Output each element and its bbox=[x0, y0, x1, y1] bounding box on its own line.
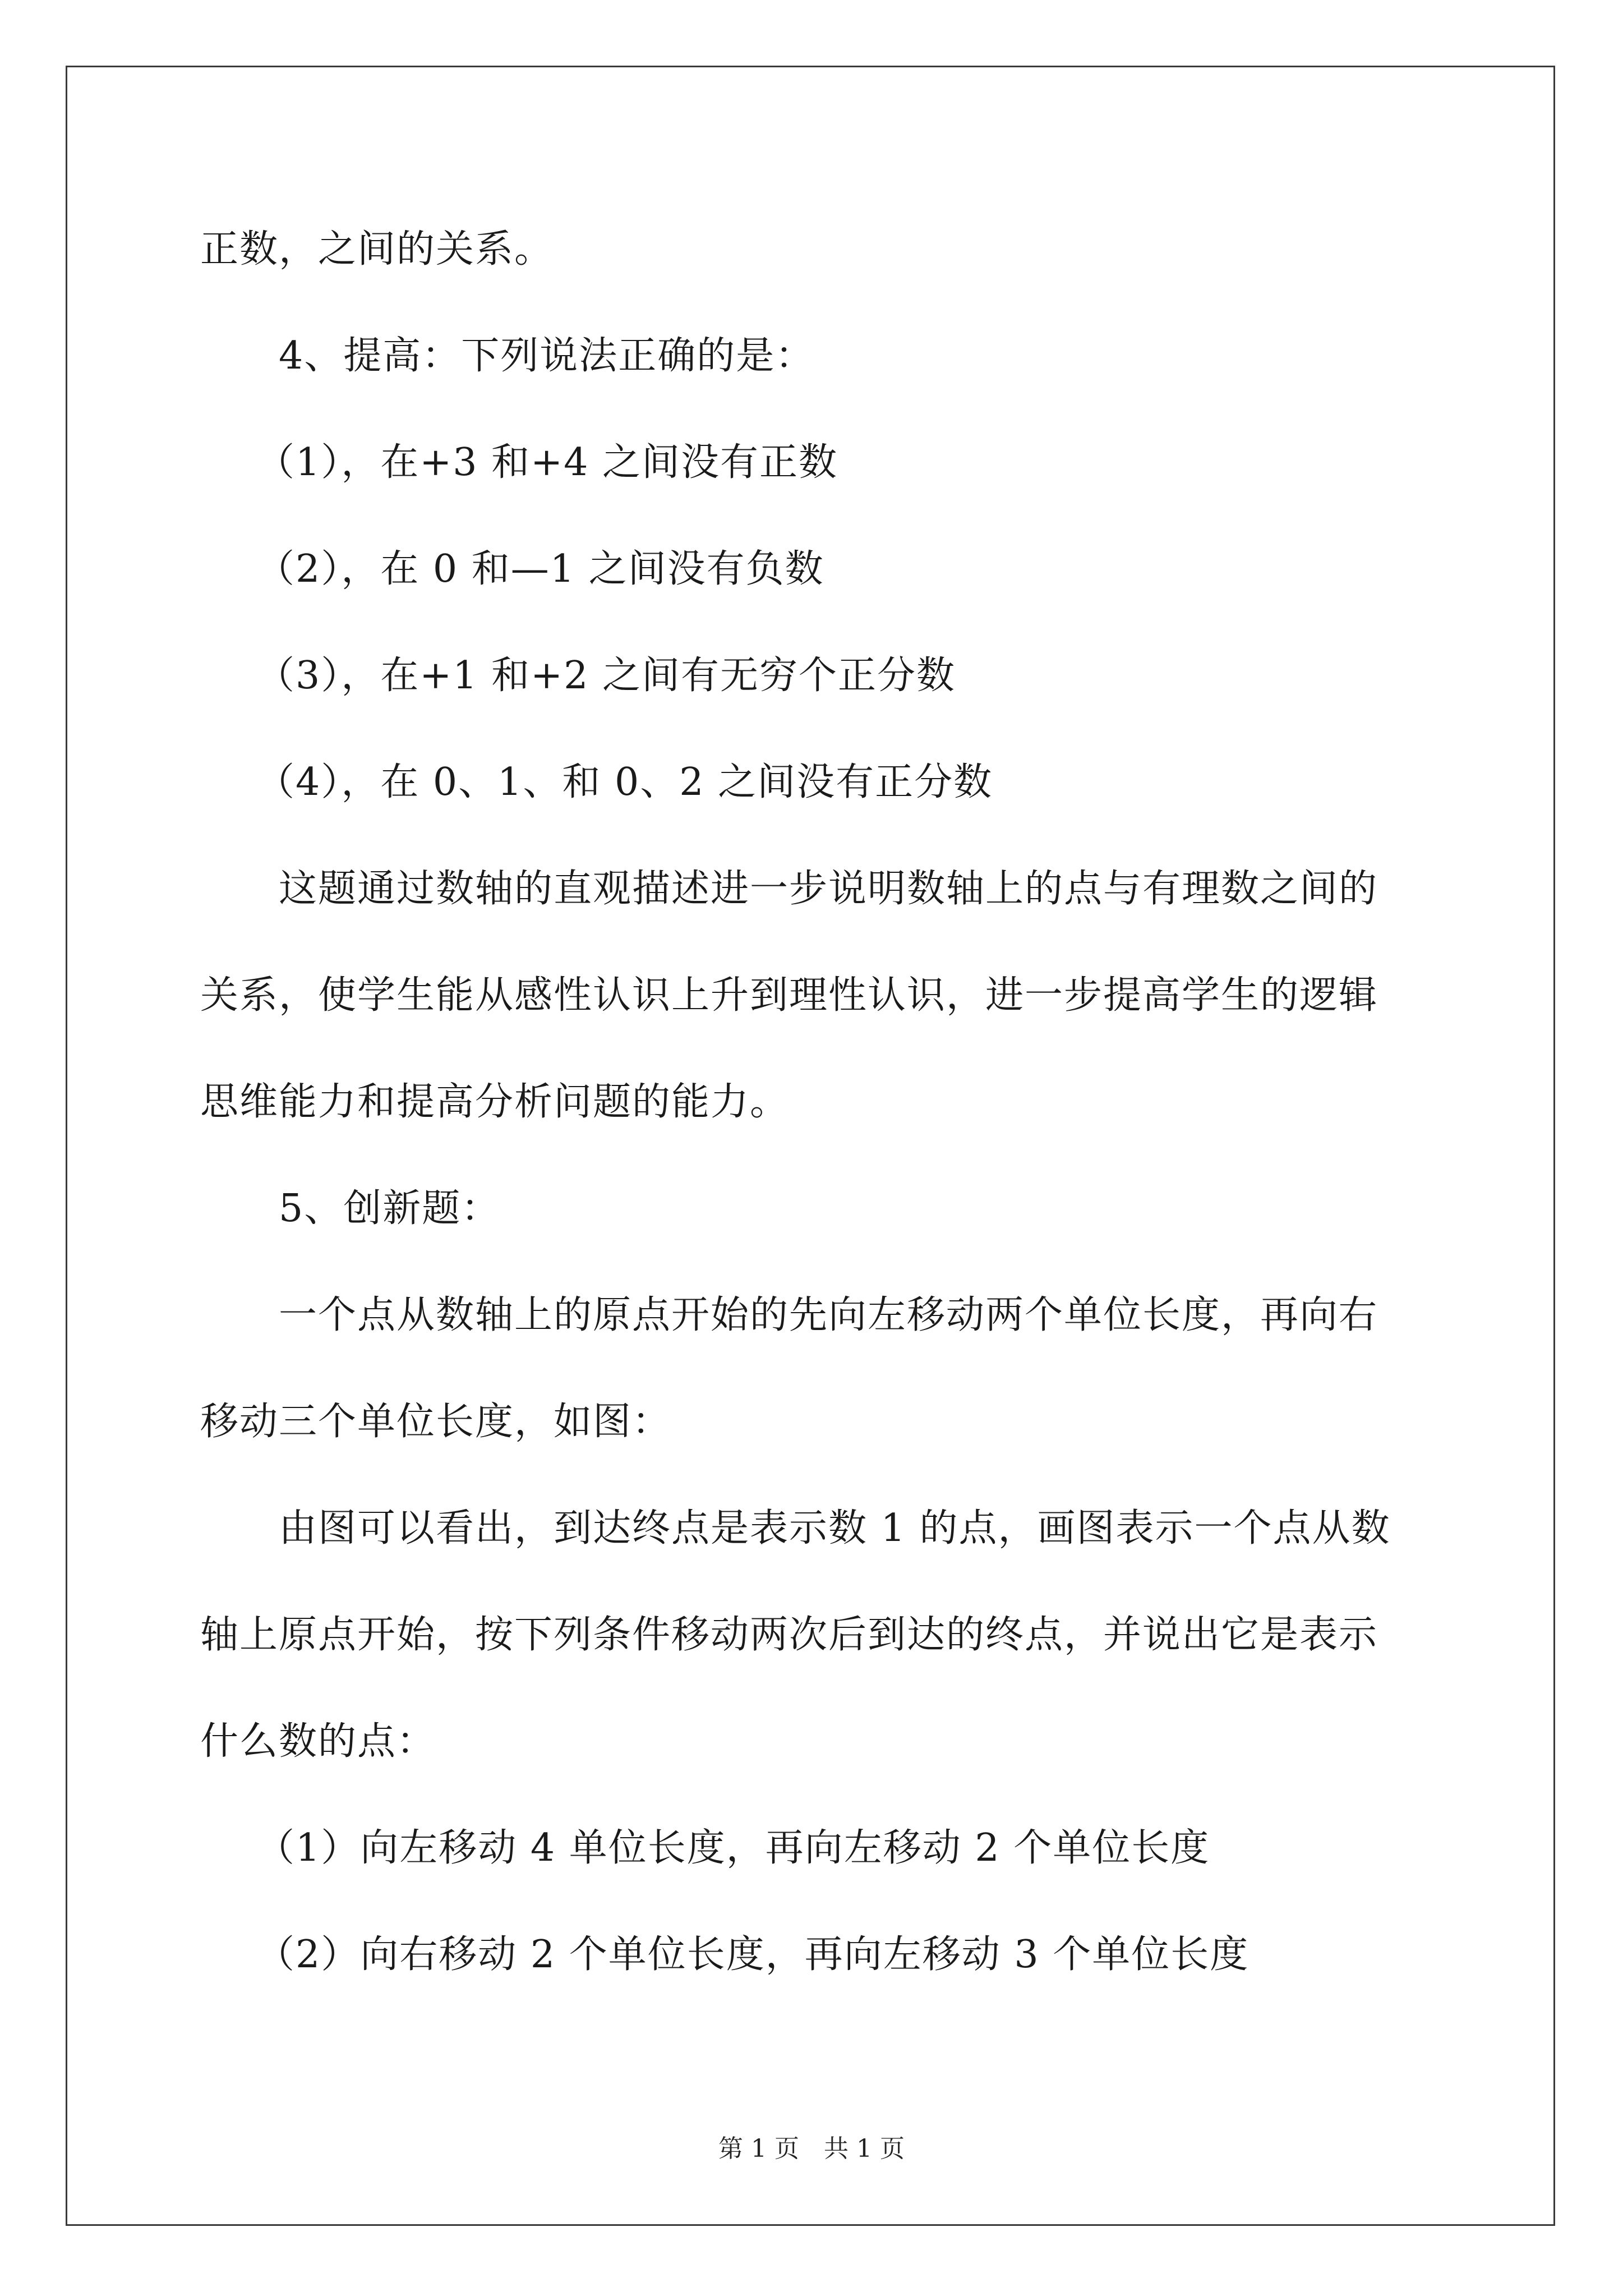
option-line: （1）向左移动 4 单位长度，再向左移动 2 个单位长度 bbox=[256, 1826, 1210, 1870]
text-line: 移动三个单位长度，如图： bbox=[200, 1400, 672, 1444]
text-line: 关系，使学生能从感性认识上升到理性认识，进一步提高学生的逻辑 bbox=[200, 973, 1378, 1018]
option-line: （2）向右移动 2 个单位长度，再向左移动 3 个单位长度 bbox=[256, 1932, 1249, 1977]
text-line: 什么数的点： bbox=[200, 1719, 436, 1764]
option-line: （2），在 0 和—1 之间没有负数 bbox=[256, 547, 824, 591]
text-line: 思维能力和提高分析问题的能力。 bbox=[200, 1080, 790, 1124]
question-heading: 5、创新题： bbox=[279, 1186, 501, 1231]
page-footer: 第 1 页 共 1 页 bbox=[718, 2134, 905, 2163]
text-line: 一个点从数轴上的原点开始的先向左移动两个单位长度，再向右 bbox=[279, 1293, 1378, 1337]
option-line: （4），在 0、1、和 0、2 之间没有正分数 bbox=[256, 760, 993, 804]
text-line: 正数，之间的关系。 bbox=[200, 227, 554, 272]
text-line: 由图可以看出，到达终点是表示数 1 的点，画图表示一个点从数 bbox=[279, 1506, 1391, 1550]
question-heading: 4、提高：下列说法正确的是： bbox=[279, 334, 815, 378]
text-line: 轴上原点开始，按下列条件移动两次后到达的终点，并说出它是表示 bbox=[200, 1613, 1378, 1657]
option-line: （1），在+3 和+4 之间没有正数 bbox=[256, 440, 838, 485]
page-border bbox=[66, 66, 1555, 2226]
option-line: （3），在+1 和+2 之间有无穷个正分数 bbox=[256, 654, 956, 698]
text-line: 这题通过数轴的直观描述进一步说明数轴上的点与有理数之间的 bbox=[279, 867, 1378, 911]
